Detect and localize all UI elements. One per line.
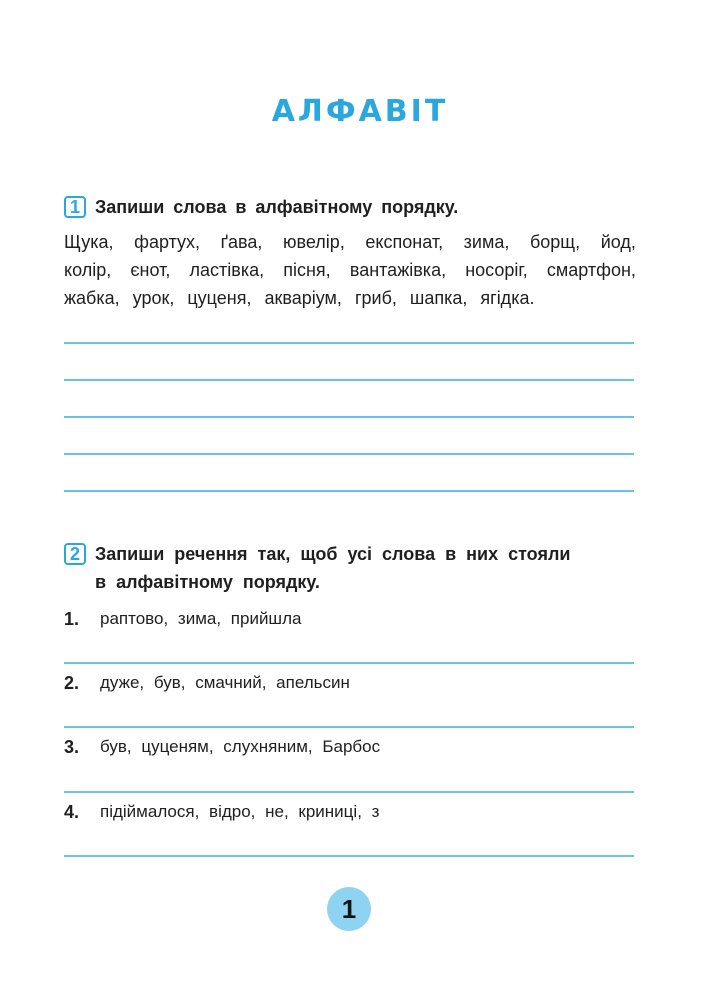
word-list-line (64, 228, 636, 256)
task-number-badge: 1 (64, 196, 86, 218)
word: гриб, (354, 288, 397, 308)
word: урок, (132, 288, 175, 308)
page-number-badge: 1 (327, 887, 371, 931)
word: експонат, (365, 232, 444, 252)
word: жабка, (64, 288, 120, 308)
word: фартух, (134, 232, 201, 252)
writing-line[interactable] (64, 726, 634, 728)
word-list (64, 228, 636, 312)
item-words: дуже, був, смачний, апельсин (100, 673, 350, 692)
word: Щука, (64, 232, 114, 252)
word: ластівка, (189, 260, 265, 280)
writing-line[interactable] (64, 453, 634, 455)
word: борщ, (529, 232, 581, 252)
task-number-badge: 2 (64, 543, 86, 565)
item-number: 3. (64, 737, 80, 757)
task-1-instruction: Запиши слова в алфавітному порядку. (95, 197, 459, 217)
writing-line[interactable] (64, 791, 634, 793)
word-list-line (64, 284, 636, 312)
word-list-line (64, 256, 636, 284)
writing-line[interactable] (64, 416, 634, 418)
word: смартфон, (546, 260, 636, 280)
sentence-item (64, 800, 379, 824)
item-words: був, цуценям, слухняним, Барбос (100, 737, 381, 756)
instruction-line: в алфавітному порядку. (95, 572, 320, 592)
word: йод, (600, 232, 636, 252)
sentence-item (64, 671, 350, 695)
sentence-item (64, 735, 380, 759)
word: носоріг, (465, 260, 528, 280)
page-title: АЛФАВІТ (271, 94, 449, 129)
word: єнот, (130, 260, 171, 280)
writing-line[interactable] (64, 662, 634, 664)
task-1-header (64, 193, 475, 221)
item-number: 2. (64, 673, 80, 693)
word: пісня, (283, 260, 331, 280)
word: вантажівка, (349, 260, 447, 280)
instruction-line: Запиши речення так, щоб усі слова в них стояли (95, 544, 571, 564)
word: ягідка. (480, 288, 535, 308)
item-words: раптово, зима, прийшла (100, 609, 302, 628)
word: ювелір, (283, 232, 345, 252)
word: ґава, (220, 232, 263, 252)
word: шапка, (409, 288, 468, 308)
writing-line[interactable] (64, 855, 634, 857)
sentence-item (64, 607, 301, 631)
word: цуценя, (187, 288, 252, 308)
writing-line[interactable] (64, 379, 634, 381)
word: колір, (64, 260, 112, 280)
writing-line[interactable] (64, 342, 634, 344)
item-number: 1. (64, 609, 80, 629)
writing-line[interactable] (64, 490, 634, 492)
item-number: 4. (64, 802, 80, 822)
item-words: підіймалося, відро, не, криниці, з (100, 802, 380, 821)
task-2-instruction (95, 540, 635, 596)
word: зима, (463, 232, 510, 252)
task-2-header (64, 540, 635, 596)
word: акваріум, (264, 288, 342, 308)
